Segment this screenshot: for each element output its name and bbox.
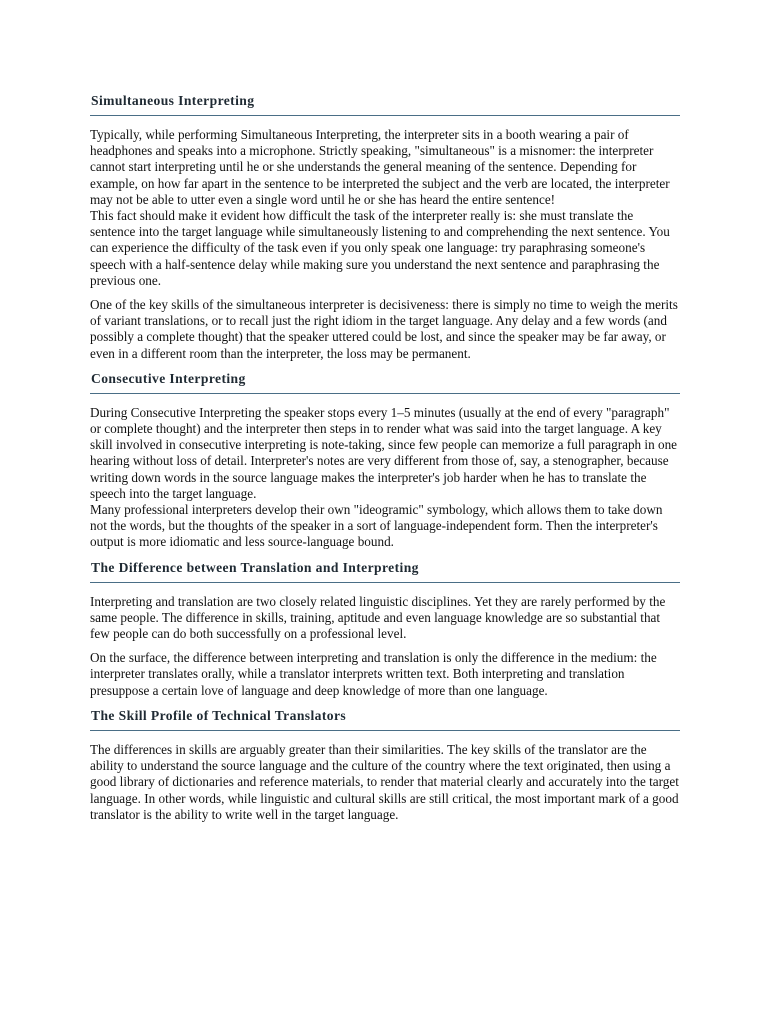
section-consecutive-interpreting bbox=[90, 371, 680, 551]
section-simultaneous-interpreting bbox=[90, 93, 680, 362]
section-title: Simultaneous Interpreting bbox=[91, 93, 255, 108]
section-divider bbox=[90, 115, 680, 116]
paragraph: Many professional interpreters develop their own "ideogramic" symbology, which allows them to take down not the words, but the thoughts of the speaker in a sort of language-independent form. Then the interpreter's output is more idiomatic and less source-language bound. bbox=[90, 502, 663, 550]
paragraph: This fact should make it evident how difficult the task of the interpreter really is: she must translate the sentence into the target language while simultaneously listening to and comprehending the next sentence. You can experience the difficulty of the task even if you only speak one language: try paraphrasing someone's speech with a half-sentence delay while making sure you understand the next sentence and paraphrasing the previous one. bbox=[90, 208, 670, 288]
section-title: Consecutive Interpreting bbox=[91, 370, 246, 386]
paragraph: During Consecutive Interpreting the speaker stops every 1–5 minutes (usually at the end of every "paragraph" or complete thought) and the interpreter then steps in to render what was said into the target language. A key skill involved in consecutive interpreting is note-taking, since few people can memorize a full paragraph in one hearing without loss of detail. Interpreter's notes are very different from those of, say, a stenographer, because writing down words in the source language makes the interpreter's job harder when he has to translate the speech into the target language. bbox=[90, 404, 678, 501]
section-translation-vs-interpreting bbox=[90, 560, 680, 699]
paragraph: One of the key skills of the simultaneous interpreter is decisiveness: there is simply no time to weigh the merits of variant translations, or to recall just the right idiom in the target language. Any delay and a few words (and possibly a complete thought) that the speaker uttered could be lost, and since the speaker may be far away, or even in a different room than the interpreter, the loss may be permanent. bbox=[90, 297, 678, 361]
section-divider bbox=[90, 730, 680, 731]
paragraph: On the surface, the difference between interpreting and translation is only the difference in the medium: the interpreter translates orally, while a translator interprets written text. Both interpreting and translation presuppose a certain love of language and deep knowledge of more than one language. bbox=[90, 650, 657, 698]
paragraph: Typically, while performing Simultaneous Interpreting, the interpreter sits in a booth wearing a pair of headphones and speaks into a microphone. Strictly speaking, "simultaneous" is a misnomer: the interpreter cannot start interpreting until he or she understands the general meaning of the sentence. Depending for example, on how far apart in the sentence to be interpreted the subject and the verb are located, the interpreter may not be able to utter even a single word until he or she has heard the entire sentence! bbox=[90, 127, 670, 207]
paragraph: Interpreting and translation are two closely related linguistic disciplines. Yet they are rarely performed by the same people. The difference in skills, training, aptitude and even language knowledge are so substantial that few people can do both successfully on a professional level. bbox=[90, 593, 666, 642]
section-title: The Difference between Translation and Interpreting bbox=[91, 559, 419, 575]
document-page bbox=[90, 93, 680, 823]
section-divider bbox=[90, 393, 680, 394]
section-technical-translators bbox=[90, 708, 680, 823]
section-divider bbox=[90, 582, 680, 583]
paragraph: The differences in skills are arguably greater than their similarities. The key skills of the translator are the ability to understand the source language and the culture of the country where the text originated, then using a good library of dictionaries and reference materials, to render that material clearly and accurately into the target language. In other words, while linguistic and cultural skills are still critical, the most important mark of a good translator is the ability to write well in the target language. bbox=[90, 741, 679, 822]
section-title: The Skill Profile of Technical Translators bbox=[91, 707, 347, 723]
